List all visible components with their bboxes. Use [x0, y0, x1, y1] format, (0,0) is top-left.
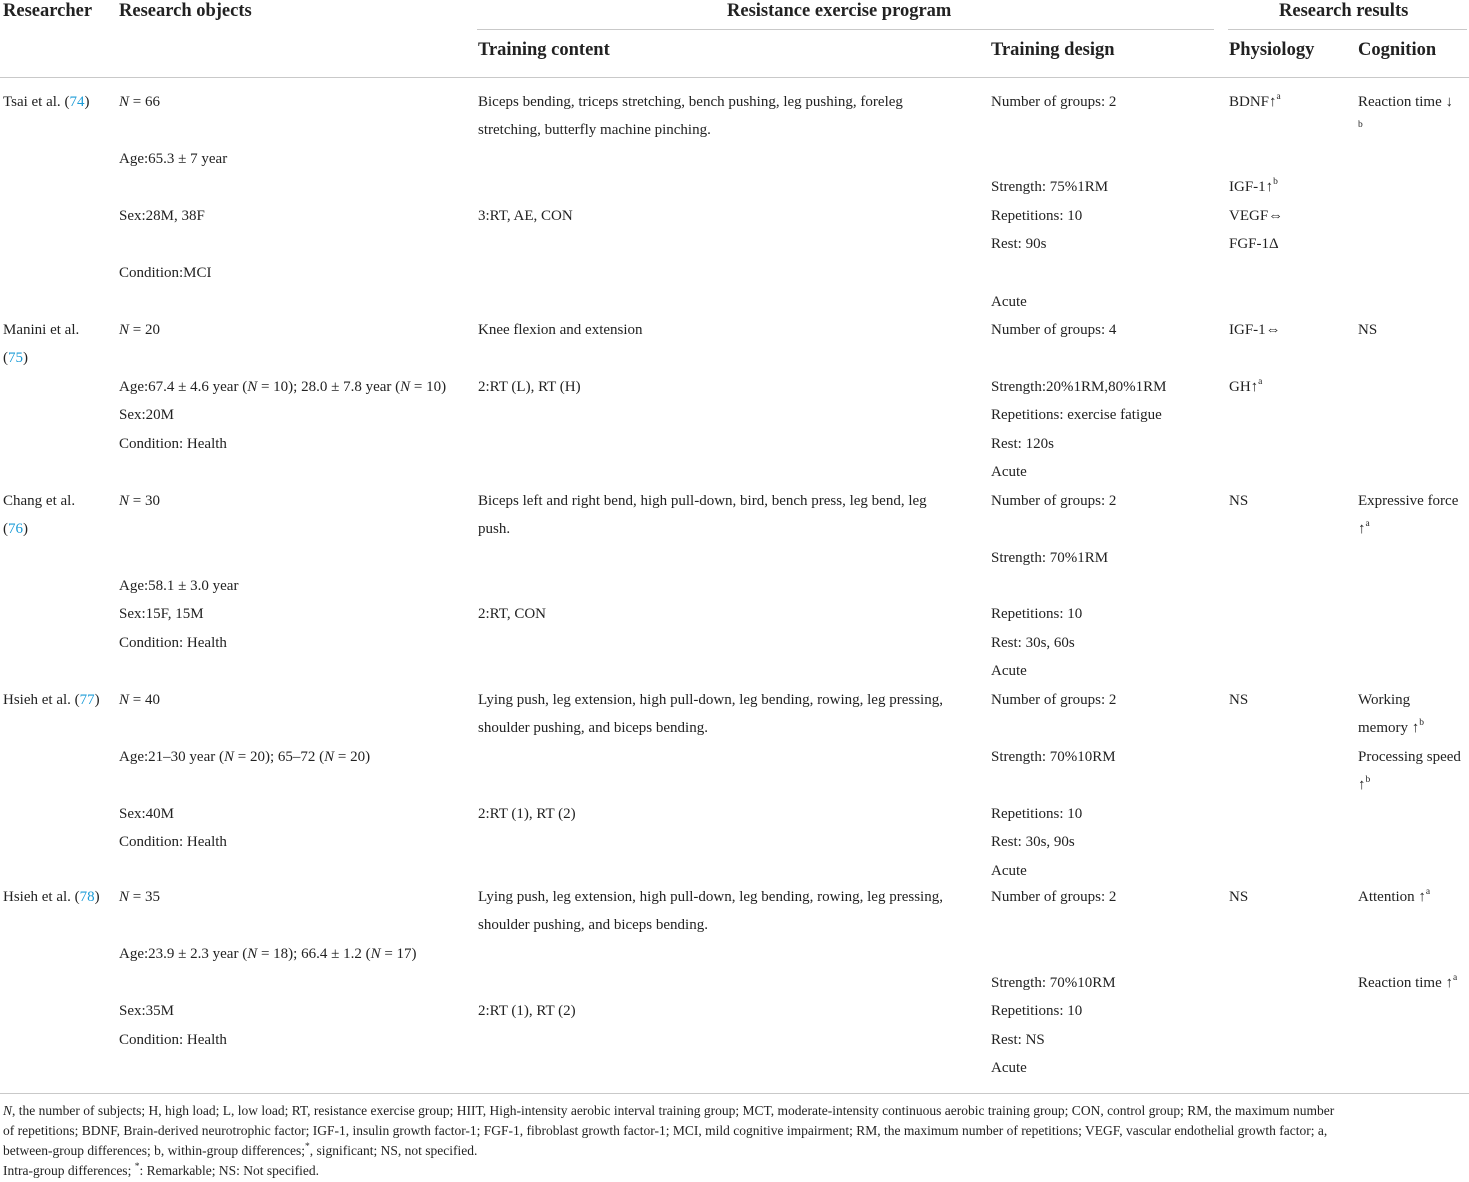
design-acute: Acute	[991, 1060, 1027, 1076]
objects-sample-size: N = 66	[119, 94, 160, 110]
objects-age: Age:65.3 ± 7 year	[119, 151, 228, 167]
objects-sex: Sex:40M	[119, 806, 175, 822]
objects-age: Age:23.9 ± 2.3 year (N = 18); 66.4 ± 1.2 (N = 17)	[119, 946, 417, 962]
objects-condition: Condition: Health	[119, 436, 227, 452]
asterisk-mark: *	[134, 1161, 140, 1172]
physiology-item: NS	[1229, 493, 1249, 509]
header-results-group: Research results	[1279, 1, 1409, 21]
footnote-line: of repetitions; BDNF, Brain-derived neurotrophic factor; IGF-1, insulin growth factor-1; FGF-1, fibroblast growth factor-1; MCI, mild cognitive impairment; RM, the maximum number of repetitions; VEGF, vascular endothelial growth factor; a,	[3, 1123, 1328, 1138]
physiology-text: BDNF↑	[1229, 94, 1277, 110]
objects-sex: Sex:15F, 15M	[119, 606, 204, 622]
design-rest: Rest: NS	[991, 1032, 1045, 1048]
design-repetitions: Repetitions: 10	[991, 208, 1083, 224]
cognition-text: Reaction time ↑	[1358, 975, 1453, 991]
design-rest: Rest: 120s	[991, 436, 1054, 452]
training-content-line: Biceps left and right bend, high pull-down, bird, bench press, leg bend, leg	[478, 493, 927, 509]
footnote-text: , the number of subjects; H, high load; L, low load; RT, resistance exercise group; HIIT, High-intensity aerobic interval training group; MCT, moderate-intensity continuous aerobic training group; CON, control group; RM, the maximum number	[12, 1103, 1335, 1118]
design-acute: Acute	[991, 863, 1027, 879]
training-content-line: Lying push, leg extension, high pull-down, leg bending, rowing, leg pressing,	[478, 692, 943, 708]
significance-mark: b	[1365, 775, 1371, 785]
header-training-design: Training design	[991, 40, 1115, 60]
cognition-item	[1358, 887, 1430, 907]
design-acute: Acute	[991, 464, 1027, 480]
design-number-of-groups: Number of groups: 2	[991, 692, 1117, 708]
training-content-line: push.	[478, 521, 511, 537]
header-researcher: Researcher	[3, 1, 93, 21]
objects-sample-size: N = 40	[119, 692, 160, 708]
physiology-item: VEGF⇔	[1229, 208, 1284, 224]
physiology-text: GH↑	[1229, 379, 1259, 395]
researcher-cell: Tsai et al. (74)	[3, 94, 90, 110]
researcher-name: Tsai et al.	[3, 94, 61, 110]
header-training-content: Training content	[478, 40, 610, 60]
reference-cell: (75)	[3, 350, 28, 366]
objects-sex: Sex:28M, 38F	[119, 208, 205, 224]
design-rest: Rest: 30s, 60s	[991, 635, 1075, 651]
design-repetitions: Repetitions: exercise fatigue	[991, 407, 1162, 423]
physiology-text: IGF-1↑	[1229, 179, 1274, 195]
researcher-name: Hsieh et al.	[3, 692, 71, 708]
physiology-item: NS	[1229, 692, 1249, 708]
design-repetitions: Repetitions: 10	[991, 606, 1083, 622]
cognition-item: Expressive force	[1358, 493, 1459, 509]
design-repetitions: Repetitions: 10	[991, 806, 1083, 822]
footnote-line	[3, 1141, 1467, 1162]
reference-link[interactable]: 75	[8, 350, 23, 366]
significance-mark: b	[1358, 120, 1363, 130]
design-number-of-groups: Number of groups: 2	[991, 493, 1117, 509]
footnote-text: Intra-group differences;	[3, 1163, 132, 1178]
training-content-line: stretching, butterfly machine pinching.	[478, 122, 711, 138]
footnote-text: , significant; NS, not specified.	[309, 1143, 478, 1158]
design-strength: Strength: 70%10RM	[991, 749, 1116, 765]
training-groups: 2:RT (1), RT (2)	[478, 806, 576, 822]
reference-link[interactable]: 77	[79, 692, 95, 708]
cognition-item	[1358, 973, 1457, 993]
footnote-text: : Remarkable; NS: Not specified.	[139, 1163, 320, 1178]
physiology-item: IGF-1⇔	[1229, 322, 1281, 338]
physiology-item: NS	[1229, 889, 1249, 905]
objects-sex: Sex:35M	[119, 1003, 175, 1019]
cognition-item: Working	[1358, 692, 1411, 708]
significance-mark: a	[1276, 92, 1281, 102]
header-bottom-rule	[0, 77, 1469, 78]
training-groups: 2:RT, CON	[478, 606, 546, 622]
objects-age: Age:58.1 ± 3.0 year	[119, 578, 239, 594]
header-program-group: Resistance exercise program	[727, 1, 952, 21]
cognition-item: Reaction time ↓	[1358, 94, 1453, 110]
significance-mark: a	[1452, 973, 1458, 983]
reference-link[interactable]: 78	[79, 889, 95, 905]
design-strength: Strength: 75%1RM	[991, 179, 1109, 195]
training-content-line: shoulder pushing, and biceps bending.	[478, 917, 708, 933]
design-rest: Rest: 90s	[991, 236, 1047, 252]
cognition-item: NS	[1358, 322, 1378, 338]
reference-cell: (76)	[3, 521, 28, 537]
design-number-of-groups: Number of groups: 2	[991, 94, 1117, 110]
training-content-line: Knee flexion and extension	[478, 322, 643, 338]
significance-mark: a	[1425, 887, 1431, 897]
cognition-text: ↑	[1358, 521, 1366, 537]
objects-condition: Condition:MCI	[119, 265, 212, 281]
researcher-name: Chang et al.	[3, 493, 76, 509]
asterisk-mark: *	[305, 1141, 310, 1152]
significance-mark: a	[1365, 519, 1370, 529]
cognition-text: memory ↑	[1358, 720, 1420, 736]
physiology-item	[1229, 377, 1262, 397]
design-strength: Strength: 70%1RM	[991, 550, 1109, 566]
table-bottom-rule	[0, 1093, 1469, 1094]
training-groups: 3:RT, AE, CON	[478, 208, 573, 224]
design-strength: Strength:20%1RM,80%1RM	[991, 379, 1167, 395]
objects-sample-size: N = 35	[119, 889, 160, 905]
design-strength: Strength: 70%10RM	[991, 975, 1116, 991]
footnote-line	[3, 1161, 1467, 1182]
header-physiology: Physiology	[1229, 40, 1315, 60]
objects-condition: Condition: Health	[119, 834, 227, 850]
footnote-line	[3, 1101, 1467, 1122]
physiology-item: FGF-1Δ	[1229, 236, 1279, 252]
training-groups: 2:RT (1), RT (2)	[478, 1003, 576, 1019]
significance-mark: b	[1419, 718, 1424, 728]
significance-mark: a	[1258, 377, 1263, 387]
objects-sample-size: N = 20	[119, 322, 160, 338]
header-group-rule-program	[477, 29, 1214, 30]
cognition-item	[1358, 775, 1370, 795]
objects-sex: Sex:20M	[119, 407, 175, 423]
header-group-rule-results	[1228, 29, 1467, 30]
researcher-name: Hsieh et al.	[3, 889, 71, 905]
footnote-lead: N	[3, 1103, 13, 1118]
design-repetitions: Repetitions: 10	[991, 1003, 1083, 1019]
objects-condition: Condition: Health	[119, 635, 227, 651]
significance-mark: b	[1273, 177, 1278, 187]
cognition-item: Processing speed	[1358, 749, 1461, 765]
footnote-text: between-group differences; b, within-group differences;	[3, 1143, 306, 1158]
design-rest: Rest: 30s, 90s	[991, 834, 1075, 850]
design-number-of-groups: Number of groups: 2	[991, 889, 1117, 905]
objects-age: Age:67.4 ± 4.6 year (N = 10); 28.0 ± 7.8 year (N = 10)	[119, 379, 447, 395]
header-research-objects: Research objects	[119, 1, 252, 21]
objects-sample-size: N = 30	[119, 493, 160, 509]
training-content-line: Biceps bending, triceps stretching, bench pushing, leg pushing, foreleg	[478, 94, 903, 110]
objects-age: Age:21–30 year (N = 20); 65–72 (N = 20)	[119, 749, 371, 765]
cognition-text: Attention ↑	[1358, 889, 1426, 905]
cognition-item	[1358, 718, 1424, 738]
cognition-item	[1358, 519, 1370, 539]
physiology-item	[1229, 92, 1281, 112]
researcher-cell: Hsieh et al. (77)	[3, 692, 100, 708]
design-acute: Acute	[991, 663, 1027, 679]
physiology-item	[1229, 177, 1278, 197]
header-cognition: Cognition	[1358, 40, 1437, 60]
objects-condition: Condition: Health	[119, 1032, 227, 1048]
reference-link[interactable]: 76	[8, 521, 23, 537]
design-number-of-groups: Number of groups: 4	[991, 322, 1117, 338]
design-acute: Acute	[991, 294, 1027, 310]
researcher-cell: Hsieh et al. (78)	[3, 889, 100, 905]
researcher-name: Manini et al.	[3, 322, 80, 338]
training-groups: 2:RT (L), RT (H)	[478, 379, 581, 395]
training-content-line: shoulder pushing, and biceps bending.	[478, 720, 708, 736]
training-content-line: Lying push, leg extension, high pull-down, leg bending, rowing, leg pressing,	[478, 889, 943, 905]
cognition-text: ↑	[1358, 777, 1366, 793]
reference-link[interactable]: 74	[69, 94, 85, 110]
